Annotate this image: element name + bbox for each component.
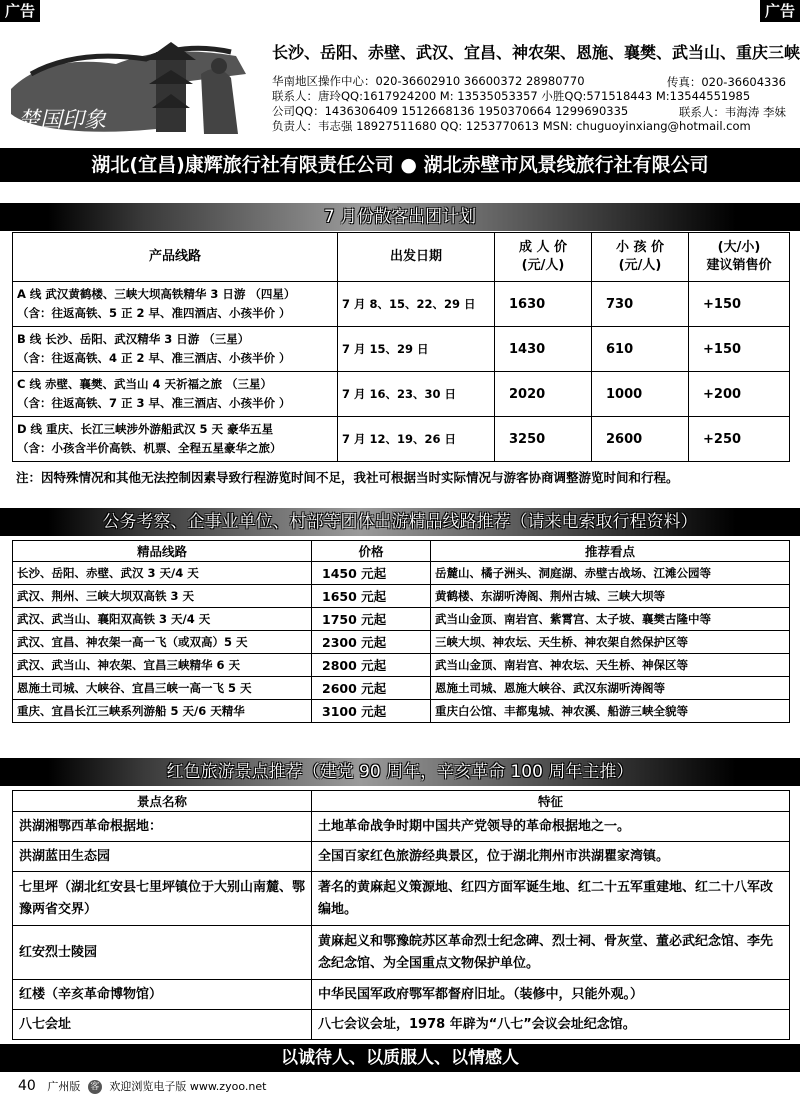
table-row [13,631,790,654]
sights-cell: 重庆白公馆、丰都鬼城、神农溪、船游三峡全貌等 [431,700,790,723]
site-feature: 黄麻起义和鄂豫皖苏区革命烈士纪念碑、烈士祠、骨灰堂、董必武纪念馆、李先念纪念馆、为全国重点文物保护单位。 [312,926,790,980]
table-row [13,327,790,372]
route-cell: 武汉、武当山、神农架、宜昌三峡精华 6 天 [13,654,312,677]
site-feature: 中华民国军政府鄂军都督府旧址。（装修中，只能外观。） [312,980,790,1010]
markup: +250 [689,417,790,462]
dates-cell: 7 月 8、15、22、29 日 [338,282,495,327]
table-row [13,677,790,700]
price-cell: 2300 元起 [312,631,431,654]
child-price: 2600 [592,417,689,462]
route-cell: D 线 重庆、长江三峡涉外游船武汉 5 天 豪华五星 （含：小孩含半价高铁、机票、全程五星豪华之旅） [13,417,338,462]
site-feature: 土地革命战争时期中国共产党领导的革命根据地之一。 [312,812,790,842]
table-row [13,654,790,677]
table-row [13,700,790,723]
table-row [13,980,790,1010]
company-banner: 湖北(宜昌)康辉旅行社有限责任公司 ● 湖北赤壁市风景线旅行社有限公司 [0,148,800,182]
markup: +150 [689,327,790,372]
contact-people: 联系人：韦海涛 李妹 [678,105,786,119]
route-cell: 长沙、岳阳、赤壁、武汉 3 天/4 天 [13,562,312,585]
header [0,22,800,148]
table-row [13,872,790,926]
route-cell: A 线 武汉黄鹤楼、三峡大坝高铁精华 3 日游 （四星） （含：往返高铁、5 正 2 早、准四酒店、小孩半价 ） [13,282,338,327]
schedule-note: 注：因特殊情况和其他无法控制因素导致行程游览时间不足，我社可根据当时实际情况与游客协商调整游览时间和行程。 [16,470,679,485]
ops-line: 华南地区操作中心：020-36602910 36600372 28980770 [272,74,585,88]
table-header-row [13,541,790,562]
col-price: 价格 [312,541,431,562]
route-cell: B 线 长沙、岳阳、武汉精华 3 日游 （三星） （含：往返高铁、4 正 2 早、准三酒店、小孩半价 ） [13,327,338,372]
route-cell: 恩施土司城、大峡谷、宜昌三峡一高一飞 5 天 [13,677,312,700]
dates-cell: 7 月 12、19、26 日 [338,417,495,462]
child-price: 730 [592,282,689,327]
footer [18,1078,266,1094]
col-feature: 特征 [312,791,790,812]
logo-text: 楚国印象 [18,108,107,133]
sights-cell: 武当山金顶、南岩宫、神农坛、天生桥、神保区等 [431,654,790,677]
schedule-table [12,232,790,462]
section2-title: 公务考察、企事业单位、村部等团体出游精品线路推荐（请来电索取行程资料） [0,508,800,536]
adult-price: 3250 [495,417,592,462]
motto-banner: 以诚待人、以质服人、以情感人 [0,1044,800,1072]
footer-slogan[interactable]: 欢迎浏览电子版 www.zyoo.net [109,1080,267,1093]
site-feature: 著名的黄麻起义策源地、红四方面军诞生地、红二十五军重建地、红二十八军改编地。 [312,872,790,926]
child-price: 610 [592,327,689,372]
table-row [13,562,790,585]
ad-tag-left: 广告 [0,0,40,22]
dates-cell: 7 月 16、23、30 日 [338,372,495,417]
price-cell: 1750 元起 [312,608,431,631]
price-cell: 3100 元起 [312,700,431,723]
table-row [13,417,790,462]
fax: 传真：020-36604336 [666,75,786,89]
price-cell: 2800 元起 [312,654,431,677]
manager-line: 负责人：韦志强 18927511680 QQ: 1253770613 MSN: chuguoyinxiang@hotmail.com [272,119,751,133]
section1-title: 7 月份散客出团计划 [0,203,800,231]
route-cell: 重庆、宜昌长江三峡系列游船 5 天/6 天精华 [13,700,312,723]
table-row [13,585,790,608]
sights-cell: 恩施土司城、恩施大峡谷、武汉东湖听涛阁等 [431,677,790,700]
sights-cell: 武当山金顶、南岩宫、紫霄宫、太子坡、襄樊古隆中等 [431,608,790,631]
table-row [13,812,790,842]
route-cell: C 线 赤壁、襄樊、武当山 4 天祈福之旅 （三星） （含：往返高铁、7 正 3 早、准三酒店、小孩半价 ） [13,372,338,417]
table-row [13,282,790,327]
col-name: 景点名称 [13,791,312,812]
route-cell: 武汉、武当山、襄阳双高铁 3 天/4 天 [13,608,312,631]
markup: +150 [689,282,790,327]
site-name: 洪湖蓝田生态园 [13,842,312,872]
group-routes-table [12,540,790,723]
route-cell: 武汉、宜昌、神农架一高一飞（或双高）5 天 [13,631,312,654]
site-name: 红楼（辛亥革命博物馆） [13,980,312,1010]
col-adult: 成 人 价 (元/人) [495,233,592,282]
ad-tag-right: 广告 [760,0,800,22]
company-logo [6,34,261,144]
site-name: 八七会址 [13,1010,312,1040]
table-row [13,842,790,872]
sights-cell: 岳麓山、橘子洲头、洞庭湖、赤壁古战场、江滩公园等 [431,562,790,585]
contacts-line: 联系人：唐玲QQ:1617924200 M: 13535053357 小胜QQ:571518443 M:13544551985 [272,89,751,103]
site-name: 七里坪（湖北红安县七里坪镇位于大别山南麓、鄂豫两省交界） [13,872,312,926]
col-suggest: (大/小) 建议销售价 [689,233,790,282]
route-cell: 武汉、荆州、三峡大坝双高铁 3 天 [13,585,312,608]
table-header-row [13,791,790,812]
site-feature: 全国百家红色旅游经典景区，位于湖北荆州市洪湖瞿家湾镇。 [312,842,790,872]
col-route: 产品线路 [13,233,338,282]
price-cell: 2600 元起 [312,677,431,700]
price-cell: 1650 元起 [312,585,431,608]
markup: +200 [689,372,790,417]
adult-price: 1630 [495,282,592,327]
col-child: 小 孩 价 (元/人) [592,233,689,282]
section3-title: 红色旅游景点推荐（建党 90 周年，辛亥革命 100 周年主推） [0,758,800,786]
dates-cell: 7 月 15、29 日 [338,327,495,372]
edition: 广州版 [47,1080,81,1093]
adult-price: 1430 [495,327,592,372]
site-name: 洪湖湘鄂西革命根据地： [13,812,312,842]
red-tourism-table [12,790,790,1040]
sights-cell: 三峡大坝、神农坛、天生桥、神农架自然保护区等 [431,631,790,654]
sights-cell: 黄鹤楼、东湖听涛阁、荆州古城、三峡大坝等 [431,585,790,608]
destinations: 长沙、岳阳、赤壁、武汉、宜昌、神农架、恩施、襄樊、武当山、重庆三峡 [272,43,800,62]
adult-price: 2020 [495,372,592,417]
table-row [13,608,790,631]
child-price: 1000 [592,372,689,417]
price-cell: 1450 元起 [312,562,431,585]
page-number: 40 [18,1078,36,1094]
col-date: 出发日期 [338,233,495,282]
site-feature: 八七会议会址，1978 年辟为“八七”会议会址纪念馆。 [312,1010,790,1040]
badge-icon: 客 [88,1080,102,1094]
table-row [13,1010,790,1040]
col-sights: 推荐看点 [431,541,790,562]
site-name: 红安烈士陵园 [13,926,312,980]
table-row [13,926,790,980]
table-row [13,372,790,417]
table-header-row [13,233,790,282]
col-route: 精品线路 [13,541,312,562]
company-qq-line: 公司QQ：1436306409 1512668136 1950370664 1299690335 [272,104,629,118]
